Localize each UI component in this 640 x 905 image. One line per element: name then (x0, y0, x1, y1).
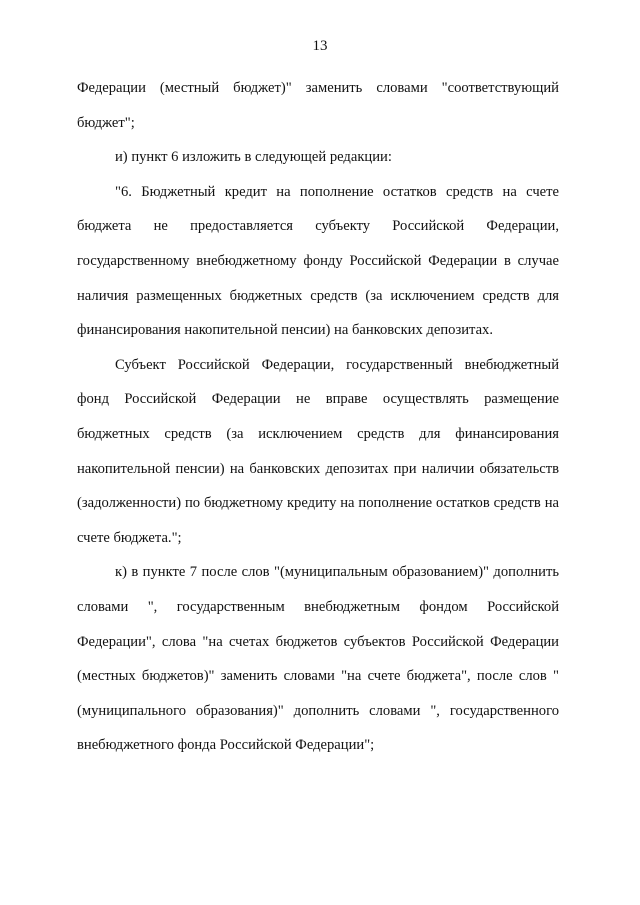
paragraph-item-i: и) пункт 6 изложить в следующей редакции: (115, 149, 392, 166)
paragraph-point-6: "6. Бюджетный кредит на пополнение остатков средств на счете бюджета не предоставляется субъекту Российской Федерации, государственному внебюджетному фонду Российской Федерации в случае наличия размещенных бюджетных средств (за исключением средств для финансирования накопительной пенсии) на банковских депозитах. (77, 183, 559, 339)
paragraph-item-k: к) в пункте 7 после слов "(муниципальным образованием)" дополнить словами ", государственным внебюджетным фондом Российской Федерации", слова "на счетах бюджетов субъектов Российской Федерации (местных бюджетов)" заменить словами "на счете бюджета", после слов "(муниципального образования)" дополнить словами ", государственного внебюджетного фонда Российской Федерации"; (77, 564, 559, 754)
paragraph-continuation: Федерации (местный бюджет)" заменить словами "соответствующий бюджет"; (77, 80, 559, 131)
page-number: 13 (312, 38, 328, 54)
document-body (77, 71, 559, 763)
paragraph-subject-clause: Субъект Российской Федерации, государственный внебюджетный фонд Российской Федерации не вправе осуществлять размещение бюджетных средств (за исключением средств для финансирования накопительной пенсии) на банковских депозитах при наличии обязательств (задолженности) по бюджетному кредиту на пополнение остатков средств на счете бюджета."; (77, 356, 559, 546)
